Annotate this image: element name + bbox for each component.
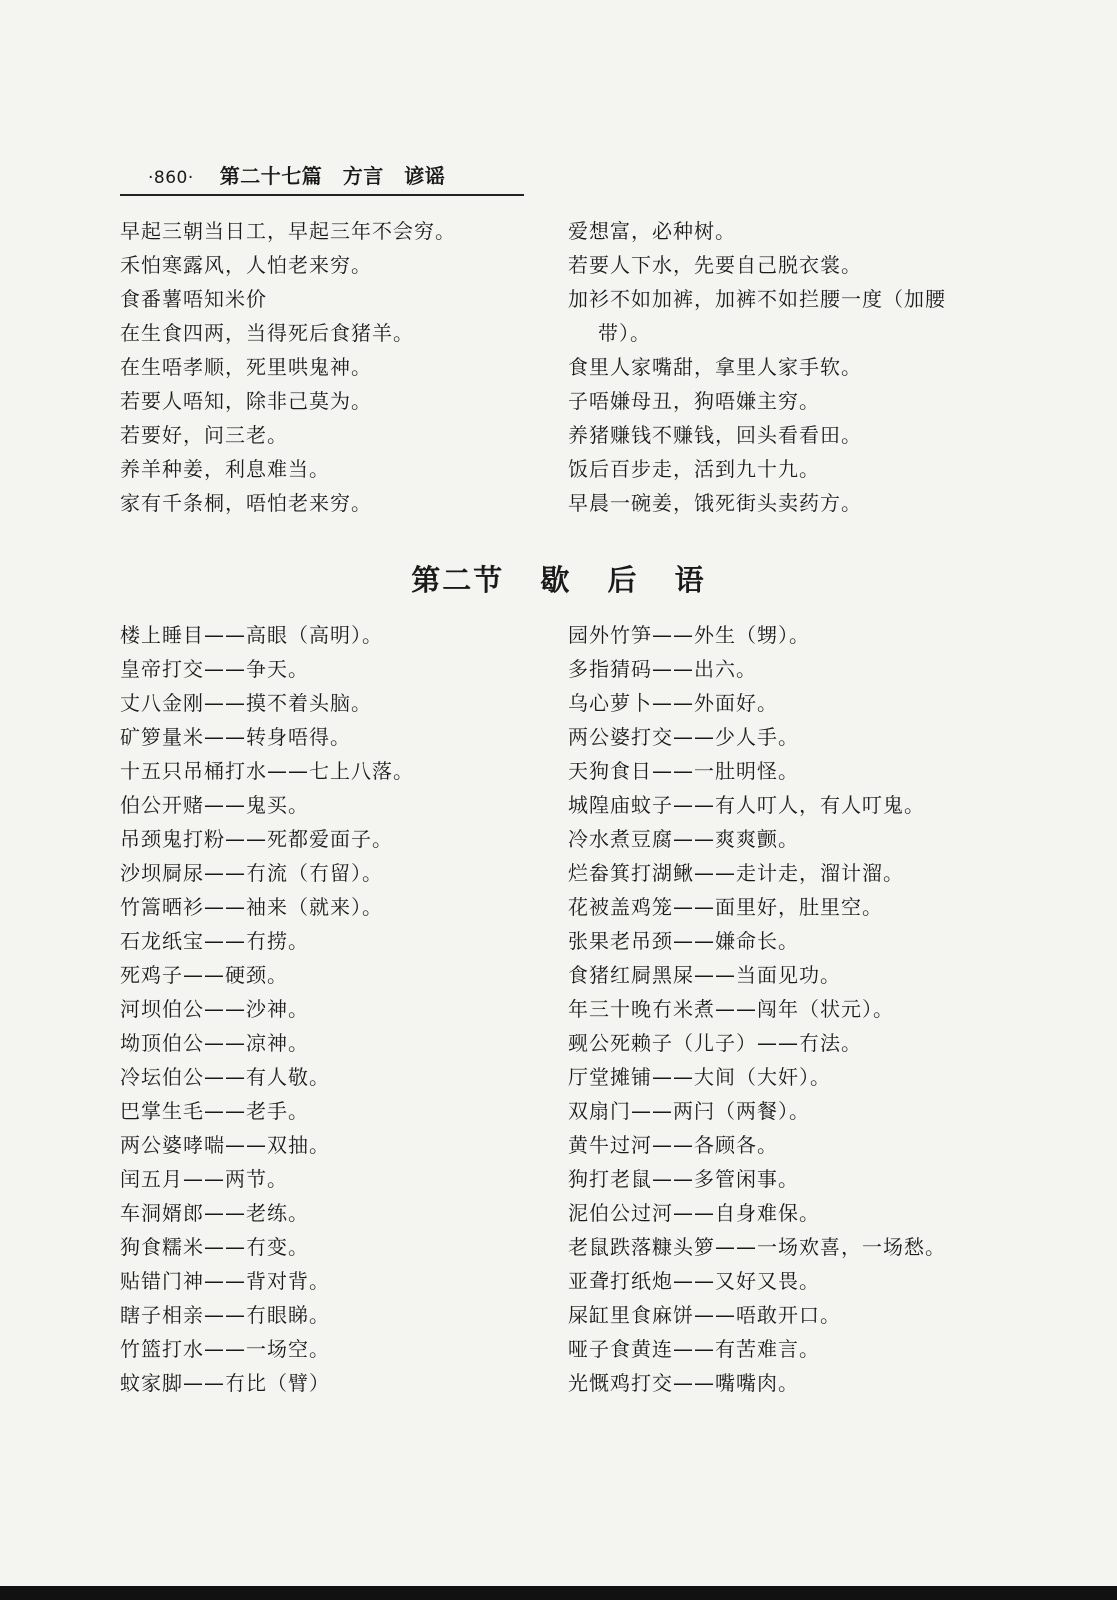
xiehouyu-line: 竹篮打水——一场空。 xyxy=(120,1337,330,1361)
xiehouyu-line: 冷坛伯公——有人敬。 xyxy=(120,1065,330,1089)
proverb-line: 爱想富，必种树。 xyxy=(568,219,736,243)
xiehouyu-line: 丈八金刚——摸不着头脑。 xyxy=(120,691,372,715)
xiehouyu-line: 双扇门——两闩（两餐）。 xyxy=(568,1099,810,1123)
xiehouyu-line: 老鼠跌落糠头箩——一场欢喜，一场愁。 xyxy=(568,1235,946,1259)
xiehouyu-line: 河坝伯公——沙神。 xyxy=(120,997,309,1021)
xiehouyu-right-column xyxy=(568,618,946,1400)
proverbs-right-column xyxy=(568,214,946,520)
proverbs-left-column xyxy=(120,214,456,520)
xiehouyu-line: 泥伯公过河——自身难保。 xyxy=(568,1201,820,1225)
xiehouyu-line: 两公婆哮喘——双抽。 xyxy=(120,1133,330,1157)
xiehouyu-line: 吊颈鬼打粉——死都爱面子。 xyxy=(120,827,393,851)
proverb-line: 早起三朝当日工，早起三年不会穷。 xyxy=(120,219,456,243)
xiehouyu-line: 伯公开赌——鬼买。 xyxy=(120,793,309,817)
xiehouyu-line: 竹篙晒衫——袖来（就来）。 xyxy=(120,895,383,919)
section-heading xyxy=(0,558,1117,599)
header-rule xyxy=(120,194,524,196)
section-label: 第二节 xyxy=(411,563,505,597)
xiehouyu-line: 瞎子相亲——冇眼睇。 xyxy=(120,1303,330,1327)
xiehouyu-line: 厅堂摊铺——大间（大奸）。 xyxy=(568,1065,831,1089)
xiehouyu-line: 贴错门神——背对背。 xyxy=(120,1269,330,1293)
proverb-line: 在生食四两，当得死后食猪羊。 xyxy=(120,321,414,345)
section-title-char: 后 xyxy=(607,563,639,597)
xiehouyu-line: 城隍庙蚊子——有人叮人，有人叮鬼。 xyxy=(568,793,925,817)
proverb-line: 养羊种姜，利息难当。 xyxy=(120,457,330,481)
xiehouyu-left-column xyxy=(120,618,414,1400)
xiehouyu-line: 乌心萝卜——外面好。 xyxy=(568,691,778,715)
xiehouyu-line: 园外竹笋——外生（甥）。 xyxy=(568,623,810,647)
xiehouyu-line: 光慨鸡打交——嘴嘴肉。 xyxy=(568,1371,799,1395)
xiehouyu-line: 十五只吊桶打水——七上八落。 xyxy=(120,759,414,783)
xiehouyu-line: 沙坝屙尿——冇流（冇留）。 xyxy=(120,861,383,885)
chapter-title: 第二十七篇 方言 谚谣 xyxy=(219,164,446,188)
xiehouyu-line: 花被盖鸡笼——面里好，肚里空。 xyxy=(568,895,883,919)
proverb-line: 饭后百步走，活到九十九。 xyxy=(568,457,820,481)
proverb-line: 食番薯唔知米价 xyxy=(120,287,267,311)
proverb-line: 若要人唔知，除非己莫为。 xyxy=(120,389,372,413)
xiehouyu-line: 食猪红屙黑屎——当面见功。 xyxy=(568,963,841,987)
proverb-line: 早晨一碗姜，饿死街头卖药方。 xyxy=(568,491,862,515)
xiehouyu-line: 死鸡子——硬颈。 xyxy=(120,963,288,987)
xiehouyu-line: 烂畚箕打湖鳅——走计走，溜计溜。 xyxy=(568,861,904,885)
xiehouyu-line: 多指猜码——出六。 xyxy=(568,657,757,681)
proverb-line: 子唔嫌母丑，狗唔嫌主穷。 xyxy=(568,389,820,413)
page-number: ·860· xyxy=(148,168,194,188)
xiehouyu-line: 矿箩量米——转身唔得。 xyxy=(120,725,351,749)
running-header xyxy=(148,160,445,189)
proverb-line: 食里人家嘴甜，拿里人家手软。 xyxy=(568,355,862,379)
xiehouyu-line: 石龙纸宝——冇捞。 xyxy=(120,929,309,953)
xiehouyu-line: 巴掌生毛——老手。 xyxy=(120,1099,309,1123)
proverb-line: 若要好，问三老。 xyxy=(120,423,288,447)
xiehouyu-line: 年三十晚冇米煮——闯年（状元）。 xyxy=(568,997,894,1021)
section-title-char: 语 xyxy=(674,563,706,597)
proverb-line: 禾怕寒露风，人怕老来穷。 xyxy=(120,253,372,277)
proverb-line: 家有千条桐，唔怕老来穷。 xyxy=(120,491,372,515)
section-title-char: 歇 xyxy=(540,563,572,597)
proverb-line: 加衫不如加裤，加裤不如拦腰一度（加腰 xyxy=(568,287,946,311)
xiehouyu-line: 天狗食日——一肚明怪。 xyxy=(568,759,799,783)
scan-edge-shadow xyxy=(0,1586,1117,1600)
xiehouyu-line: 皇帝打交——争天。 xyxy=(120,657,309,681)
xiehouyu-line: 觋公死赖子（儿子）——冇法。 xyxy=(568,1031,862,1055)
proverb-line-continuation: 带）。 xyxy=(598,321,651,345)
xiehouyu-line: 屎缸里食麻饼——唔敢开口。 xyxy=(568,1303,841,1327)
xiehouyu-line: 亚聋打纸炮——又好又畏。 xyxy=(568,1269,820,1293)
proverb-line: 在生唔孝顺，死里哄鬼神。 xyxy=(120,355,372,379)
xiehouyu-line: 蚊家脚——冇比（臂） xyxy=(120,1371,330,1395)
xiehouyu-line: 车洞婿郎——老练。 xyxy=(120,1201,309,1225)
xiehouyu-line: 两公婆打交——少人手。 xyxy=(568,725,799,749)
xiehouyu-line: 闰五月——两节。 xyxy=(120,1167,288,1191)
proverb-line: 若要人下水，先要自己脱衣裳。 xyxy=(568,253,862,277)
xiehouyu-line: 狗食糯米——冇变。 xyxy=(120,1235,309,1259)
xiehouyu-line: 楼上睡目——高眼（高明）。 xyxy=(120,623,383,647)
proverb-line: 养猪赚钱不赚钱，回头看看田。 xyxy=(568,423,862,447)
xiehouyu-line: 冷水煮豆腐——爽爽颤。 xyxy=(568,827,799,851)
xiehouyu-line: 狗打老鼠——多管闲事。 xyxy=(568,1167,799,1191)
xiehouyu-line: 黄牛过河——各顾各。 xyxy=(568,1133,778,1157)
xiehouyu-line: 哑子食黄连——有苦难言。 xyxy=(568,1337,820,1361)
xiehouyu-line: 张果老吊颈——嫌命长。 xyxy=(568,929,799,953)
xiehouyu-line: 坳顶伯公——凉神。 xyxy=(120,1031,309,1055)
